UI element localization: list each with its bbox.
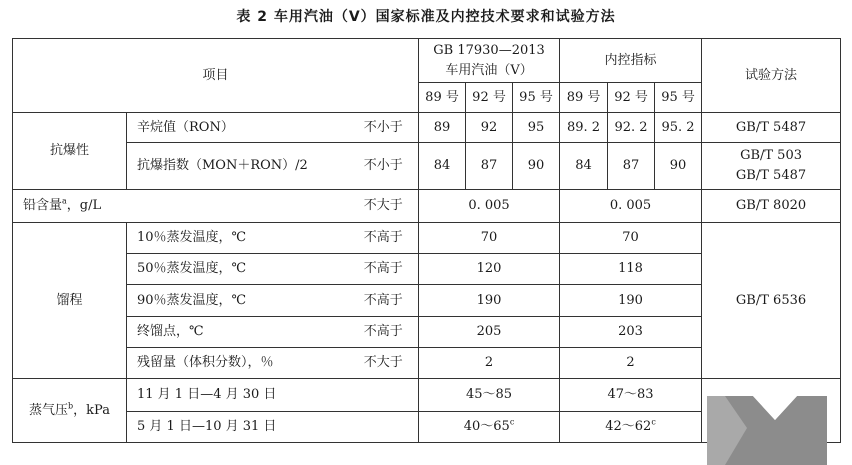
table-title: 表 2 车用汽油（Ⅴ）国家标准及内控技术要求和试验方法: [236, 9, 616, 25]
lead-internal: 0. 005: [560, 190, 702, 223]
header-gb: [419, 39, 560, 83]
dist-10-limit: 不高于: [349, 223, 419, 254]
lead-gb: 0. 005: [419, 190, 560, 223]
vapor-summer-internal-value: 42～62: [605, 419, 652, 434]
vapor-summer-gb: [419, 412, 560, 443]
ron-int-95: 95. 2: [655, 113, 702, 143]
dist-10-name: 10％蒸发温度，℃: [127, 223, 349, 254]
grade-internal-89: 89 号: [560, 83, 608, 113]
ron-limit: 不小于: [349, 113, 419, 143]
ai-gb-89: 84: [419, 143, 466, 190]
ron-gb-92: 92: [466, 113, 513, 143]
ai-method-1: GB/T 503: [740, 148, 802, 163]
distillation-method: GB/T 6536: [702, 223, 841, 379]
lead-unit: ，g/L: [66, 198, 102, 213]
grade-internal-92: 92 号: [608, 83, 655, 113]
watermark-graphic: [707, 392, 827, 465]
dist-90-name: 90％蒸发温度，℃: [127, 285, 349, 317]
table-row: [13, 223, 841, 254]
ron-gb-95: 95: [513, 113, 560, 143]
vapor-summer-name: 5 月 1 日—10 月 31 日: [127, 412, 419, 443]
header-gb-line1: GB 17930—2013: [433, 42, 545, 58]
grade-gb-89: 89 号: [419, 83, 466, 113]
ron-name: 辛烷值（RON）: [127, 113, 349, 143]
lead-footnote-mark: a: [62, 196, 67, 206]
vapor-label: 蒸气压: [29, 402, 69, 418]
ron-int-92: 92. 2: [608, 113, 655, 143]
grade-internal-95: 95 号: [655, 83, 702, 113]
ai-name: 抗爆指数（MON＋RON）/2: [127, 143, 349, 190]
dist-residue-limit: 不大于: [349, 348, 419, 379]
ai-int-95: 90: [655, 143, 702, 190]
dist-90-internal: 190: [560, 285, 702, 317]
dist-50-limit: 不高于: [349, 254, 419, 285]
ai-int-92: 87: [608, 143, 655, 190]
dist-90-limit: 不高于: [349, 285, 419, 317]
ai-int-89: 84: [560, 143, 608, 190]
ron-int-89: 89. 2: [560, 113, 608, 143]
dist-10-internal: 70: [560, 223, 702, 254]
ai-gb-95: 90: [513, 143, 560, 190]
dist-end-internal: 203: [560, 317, 702, 348]
header-gb-line2: 车用汽油（Ⅴ）: [445, 62, 533, 78]
dist-residue-gb: 2: [419, 348, 560, 379]
dist-50-internal: 118: [560, 254, 702, 285]
dist-residue-internal: 2: [560, 348, 702, 379]
distillation-group: 馏程: [13, 223, 127, 379]
antiknock-group: 抗爆性: [13, 113, 127, 190]
table-row: [13, 143, 841, 190]
vapor-summer-internal-footnote: c: [651, 417, 656, 427]
lead-method: GB/T 8020: [702, 190, 841, 223]
lead-name: [13, 190, 349, 223]
vapor-winter-name: 11 月 1 日—4 月 30 日: [127, 379, 419, 412]
dist-end-name: 终馏点，℃: [127, 317, 349, 348]
dist-10-gb: 70: [419, 223, 560, 254]
vapor-winter-gb: 45～85: [419, 379, 560, 412]
table-row: [13, 190, 841, 223]
dist-end-limit: 不高于: [349, 317, 419, 348]
dist-50-name: 50％蒸发温度，℃: [127, 254, 349, 285]
header-internal: 内控指标: [560, 39, 702, 83]
vapor-winter-internal: 47～83: [560, 379, 702, 412]
lead-limit: 不大于: [349, 190, 419, 223]
dist-50-gb: 120: [419, 254, 560, 285]
ron-gb-89: 89: [419, 113, 466, 143]
ai-gb-92: 87: [466, 143, 513, 190]
watermark-shape: [707, 392, 827, 465]
vapor-summer-gb-value: 40～65: [463, 419, 510, 434]
grade-gb-95: 95 号: [513, 83, 560, 113]
vapor-summer-internal: [560, 412, 702, 443]
ai-limit: 不小于: [349, 143, 419, 190]
table-row: [13, 113, 841, 143]
ron-method: GB/T 5487: [702, 113, 841, 143]
dist-residue-name: 残留量（体积分数），％: [127, 348, 349, 379]
header-method: 试验方法: [702, 39, 841, 113]
dist-end-gb: 205: [419, 317, 560, 348]
vapor-summer-gb-footnote: c: [509, 417, 515, 427]
vapor-group: [13, 379, 127, 443]
ai-method-2: GB/T 5487: [735, 168, 807, 183]
lead-label: 铅含量: [23, 198, 63, 213]
ai-method: [702, 143, 841, 190]
vapor-unit: ，kPa: [73, 402, 110, 418]
standards-table: [12, 38, 841, 443]
vapor-footnote-mark: b: [68, 401, 74, 411]
grade-gb-92: 92 号: [466, 83, 513, 113]
header-item: 项目: [13, 39, 419, 113]
dist-90-gb: 190: [419, 285, 560, 317]
